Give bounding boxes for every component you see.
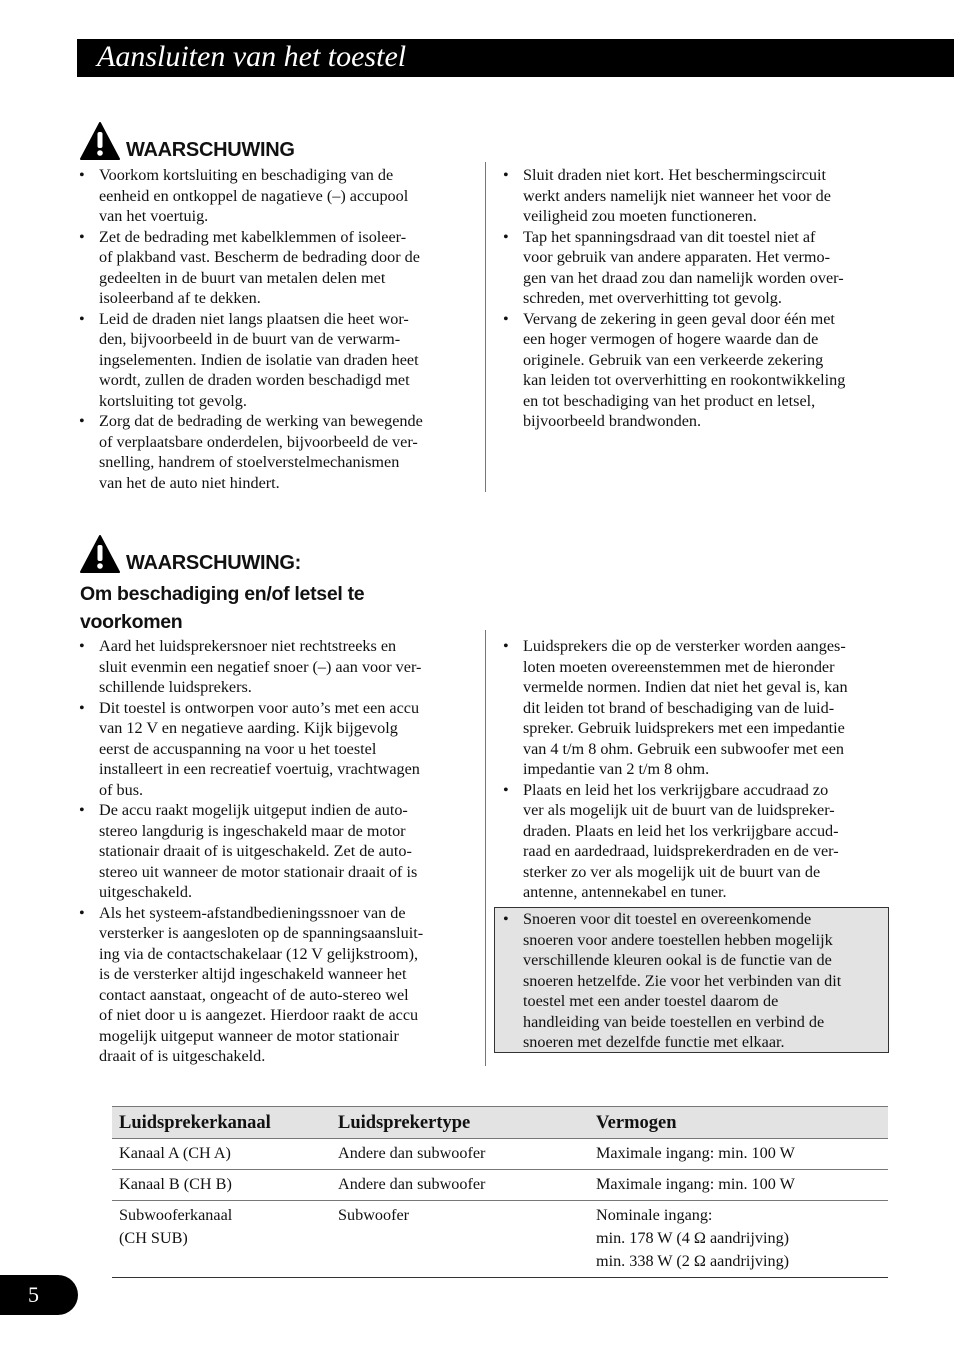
cell-line: Andere dan subwoofer [338,1144,486,1162]
text-line: • Als het systeem-afstandbedieningssnoer van de [99,903,406,922]
text-line: • Aard het luidsprekersnoer niet rechtstreeks en [99,637,397,655]
page-title: Aansluiten van het toestel [97,40,407,73]
column-header: Luidsprekertype [331,1107,589,1139]
text-line: van het de auto niet hindert. [99,473,280,492]
text-line: gen van het draad zou dan namelijk worden over- [523,268,844,287]
text-line: stereo uit wanneer de motor stationair draait of is [99,862,418,881]
page-number-tab [0,1275,78,1315]
table-header-row [112,1107,888,1139]
text-line: snoeren met dezelfde functie met elkaar. [523,1033,785,1051]
text-line: isoleerband af te dekken. [99,289,261,307]
text-line: toestel met een ander toestel daarom de [523,992,779,1010]
text-line: vermelde normen. Indien dat niet het geval is, kan [523,678,848,696]
text-line: impedantie van 2 t/m 8 ohm. [523,760,710,778]
warning-heading-2 [80,535,301,575]
bullet-item [77,636,469,698]
column-header: Luidsprekerkanaal [112,1107,331,1139]
table-cell [112,1139,331,1170]
text-line: of niet door u is aangezet. Hierdoor raakt de accu [99,1006,419,1024]
table-row [112,1170,888,1201]
text-line: • Plaats en leid het los verkrijgbare accudraad zo [523,780,829,799]
text-line: snoeren hetzelfde. Zie voor het verbinden van dit [523,971,842,990]
text-line: raad en aardedraad, luidsprekerdraden en de ver- [523,842,839,860]
text-line: • Voorkom kortsluiting en beschadiging van de [99,166,394,184]
warning-triangle-icon [80,122,120,162]
text-line: dit leiden tot brand of beschadiging van de luid- [523,698,835,717]
page-number: 5 [28,1282,39,1307]
text-line: loten moeten overeenstemmen met de hieronder [523,657,835,676]
table-row [112,1139,888,1170]
text-line: of plakband vast. Bescherm de bedrading door de [99,248,420,266]
bullet-item [501,227,893,309]
text-line: kortsluiting tot gevolg. [99,391,247,410]
cell-line: Subwooferkanaal [119,1206,233,1224]
bullet-item [77,165,469,227]
text-line: verschillende kleuren ookal is de functie van de [523,951,832,969]
table-cell [112,1170,331,1201]
table-row [112,1201,888,1278]
section1-right-column [501,165,893,432]
text-line: schillende luidsprekers. [99,678,252,696]
text-line: • Leid de draden niet langs plaatsen die heet wor- [99,309,409,328]
table-cell [112,1201,331,1278]
text-line: ing via de contactschakelaar (12 V gelijkstroom), [99,944,419,963]
text-line: • Sluit draden niet kort. Het beschermingscircuit [523,166,826,184]
warning-subheading: Om beschadiging en/of letsel te voorkomen [80,583,365,633]
text-line: van 4 t/m 8 ohm. Gebruik een subwoofer met een [523,739,844,758]
bullet-item [77,227,469,309]
text-line: en tot beschadiging van het product en letsel, [523,391,816,410]
bullet-item [501,780,893,903]
cell-line: (CH SUB) [119,1229,188,1247]
text-line: stationair draait of is uitgeschakeld. Zet de auto- [99,842,412,860]
warning-label: WAARSCHUWING [126,138,295,161]
text-line: stereo langdurig is ingeschakeld maar de motor [99,821,406,840]
text-line: kan leiden tot oververhitting en rookontwikkeling [523,371,846,389]
header-bar [77,39,954,77]
text-line: spreker. Gebruik luidsprekers met een impedantie [523,719,845,737]
text-line: uitgeschakeld. [99,883,193,901]
text-line: draden. Plaats en leid het los verkrijgbare accud- [523,821,839,840]
warning-triangle-icon [80,535,120,575]
section1-left-column [77,165,469,493]
text-line: • Zorg dat de bedrading de werking van bewegende [99,412,423,430]
cell-line: Kanaal A (CH A) [119,1144,231,1162]
text-line: van 12 V en negatieve aarding. Kijk bijgevolg [99,719,398,737]
text-line: • Vervang de zekering in geen geval door één met [523,309,835,328]
bullet-item [77,411,469,493]
text-line: contact aanstaat, ongeacht of de auto-stereo wel [99,985,409,1004]
text-line: bijvoorbeeld brandwonden. [523,412,702,430]
warning-label: WAARSCHUWING: [126,551,301,574]
text-line: • Zet de bedrading met kabelklemmen of isoleer- [99,227,407,246]
note-text [501,909,893,1053]
table-cell [331,1201,589,1278]
table-cell [589,1170,888,1201]
text-line: • Snoeren voor dit toestel en overeenkomende [523,910,812,928]
text-line: gedeelten in de buurt van metalen delen met [99,268,386,287]
bullet-item [501,909,893,1053]
text-line: installeert in een recreatief voertuig, vrachtwagen [99,760,420,778]
table-cell [589,1139,888,1170]
bullet-item [77,309,469,412]
bullet-item [501,309,893,432]
text-line: sluit evenmin een negatief snoer (–) aan voor ver- [99,657,422,676]
text-line: • Dit toestel is ontworpen voor auto’s met een accu [99,698,420,717]
column-divider [485,162,486,492]
text-line: • Luidsprekers die op de versterker worden aanges- [523,637,846,655]
text-line: werkt anders namelijk niet wanneer het voor de [523,186,831,205]
text-line: van het voertuig. [99,207,209,225]
cell-line: Maximale ingang: min. 100 W [596,1144,795,1162]
text-line: voor gebruik van andere apparaten. Het vermo- [523,248,830,266]
cell-line: Nominale ingang: [596,1206,713,1224]
bullet-item [501,636,893,780]
text-line: eenheid en ontkoppel de nagatieve (–) accupool [99,186,409,205]
text-line: veiligheid zou moeten functioneren. [523,207,757,225]
text-line: eerst de accuspanning na voor u het toestel [99,739,377,758]
bullet-item [501,165,893,227]
text-line: snoeren voor andere toestellen hebben mogelijk [523,930,833,949]
text-line: draait of is uitgeschakeld. [99,1047,266,1065]
text-line: • Tap het spanningsdraad van dit toestel niet af [523,227,816,246]
text-line: wordt, zullen de draden worden beschadigd met [99,371,410,389]
warning-heading-1 [80,122,295,162]
bullet-item [77,698,469,801]
text-line: den, bijvoorbeeld in de buurt van de verwarm- [99,330,401,348]
cell-line: Subwoofer [338,1206,410,1224]
text-line: is de versterker altijd ingeschakeld wanneer het [99,965,407,983]
section2-left-column [77,636,469,1067]
bullet-item [77,903,469,1067]
section2-right-column [501,636,893,903]
text-line: sterker zo ver als mogelijk uit de buurt van de [523,862,821,881]
table-cell [589,1201,888,1278]
cell-line: Andere dan subwoofer [338,1175,486,1193]
table-cell [331,1139,589,1170]
text-line: of verplaatsbare onderdelen, bijvoorbeeld de ver- [99,432,418,451]
text-line: snelling, handrem of stoelverstelmechanismen [99,453,400,471]
text-line: antenne, antennekabel en tuner. [523,883,727,901]
column-divider [485,630,486,1066]
cell-line: min. 338 W (2 Ω aandrijving) [596,1252,790,1270]
text-line: • De accu raakt mogelijk uitgeput indien de auto- [99,801,408,819]
text-line: ingselementen. Indien de isolatie van draden heet [99,350,419,369]
bullet-item [77,800,469,903]
column-header: Vermogen [589,1107,888,1139]
text-line: handleiding van beide toestellen en verbind de [523,1012,825,1031]
cell-line: Maximale ingang: min. 100 W [596,1175,795,1193]
text-line: schreden, met oververhitting tot gevolg. [523,289,782,307]
text-line: een hoger vermogen of hogere waarde dan de [523,330,819,348]
text-line: versterker is aangesloten op de spanningsaansluit- [99,924,424,942]
text-line: mogelijk uitgeput wanneer de motor stationair [99,1026,399,1045]
speaker-spec-table [112,1106,888,1278]
table-cell [331,1170,589,1201]
cell-line: Kanaal B (CH B) [119,1175,232,1193]
text-line: ver als mogelijk uit de buurt van de luidspreker- [523,801,835,819]
text-line: of bus. [99,780,144,799]
cell-line: min. 178 W (4 Ω aandrijving) [596,1229,790,1247]
text-line: originele. Gebruik van een verkeerde zekering [523,350,824,369]
